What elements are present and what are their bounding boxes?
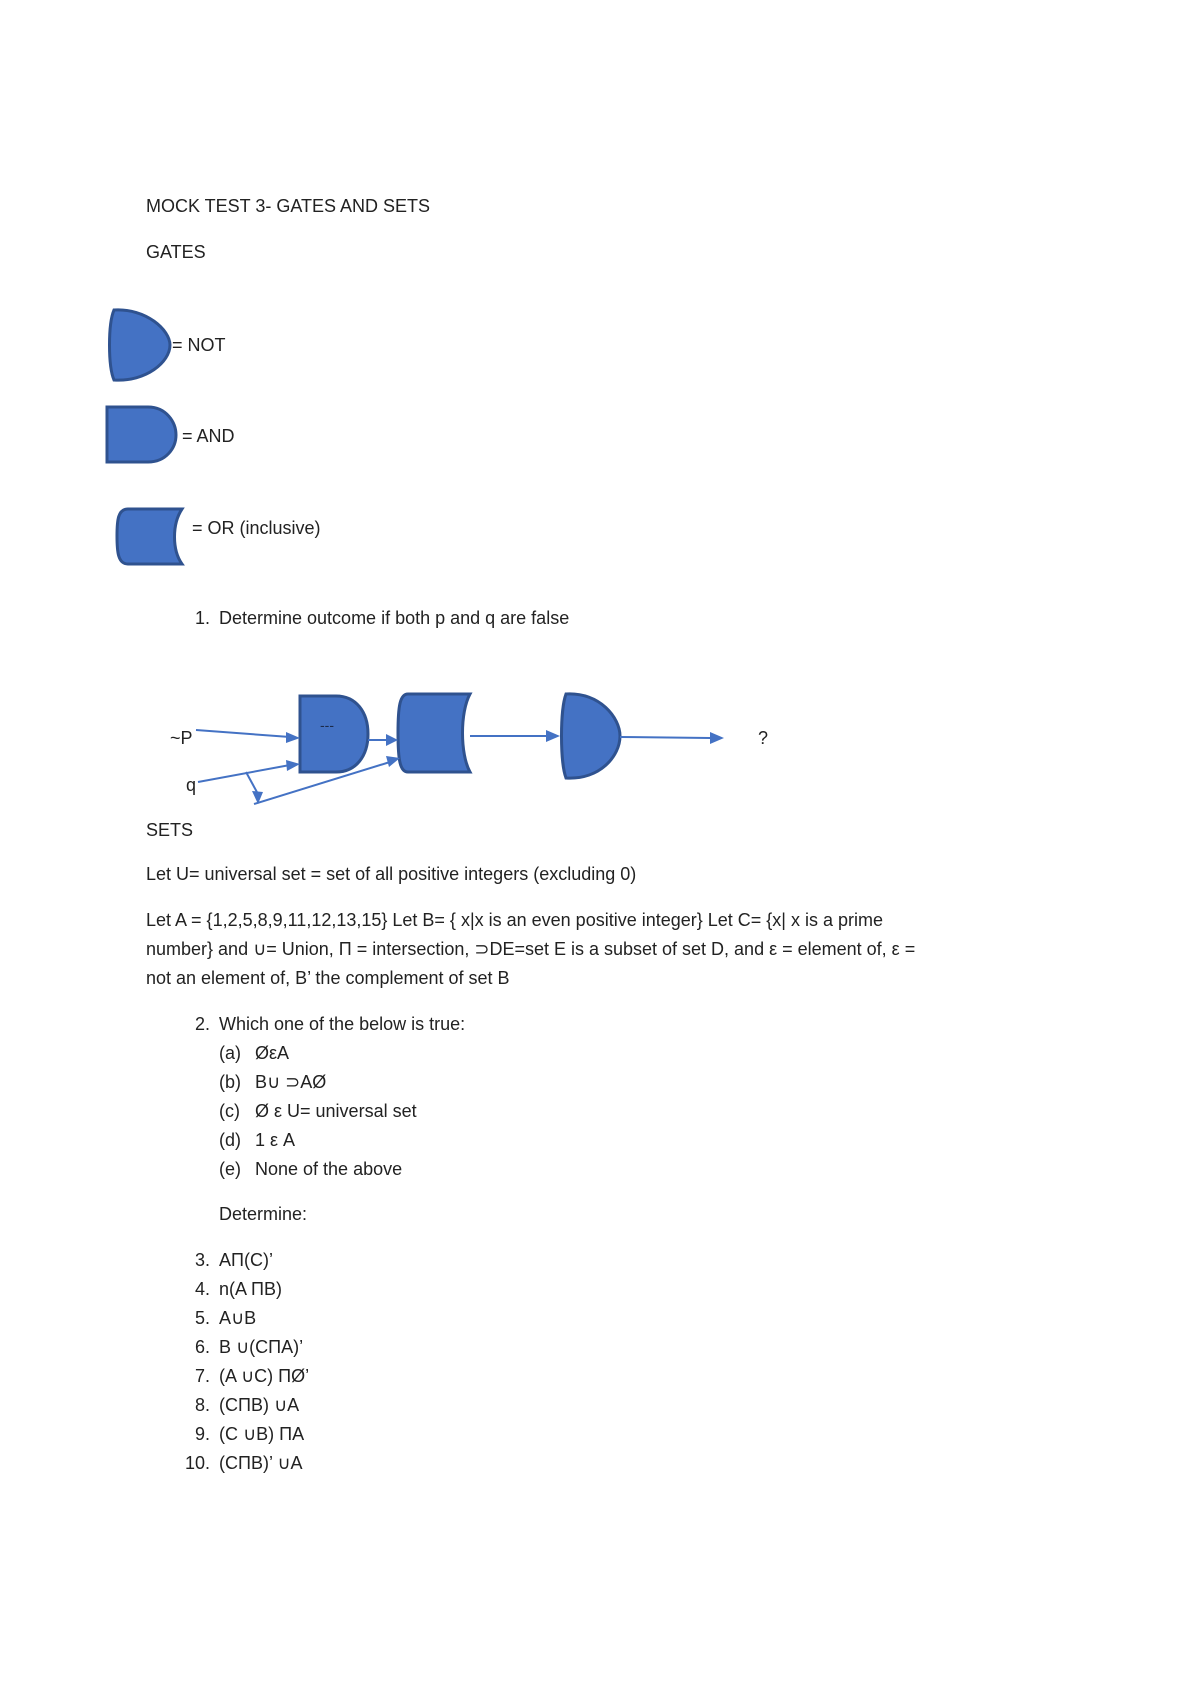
question-text: A∪B xyxy=(219,1308,257,1328)
p-wire xyxy=(196,730,290,737)
question-text: (CΠB) ∪A xyxy=(219,1395,300,1415)
question-number: 2. xyxy=(194,1014,210,1034)
determine-heading: Determine: xyxy=(219,1204,308,1224)
question-number: 5. xyxy=(194,1308,210,1328)
page-title: MOCK TEST 3- GATES AND SETS xyxy=(146,196,431,216)
option-label: (c) xyxy=(219,1101,240,1121)
question-text: Which one of the below is true: xyxy=(219,1014,466,1034)
definitions-line-2: number} and ∪= Union, Π = intersection, ⊃DE=set E is a subset of set D, and ε = element of, ε = xyxy=(146,939,916,959)
question-text: B ∪(CΠA)’ xyxy=(219,1337,304,1357)
and-or-arrow-head xyxy=(386,734,398,746)
legend-and-label: = AND xyxy=(182,426,235,446)
q-arrow-head xyxy=(286,760,300,771)
option-label: (b) xyxy=(219,1072,241,1092)
option-b xyxy=(219,1072,327,1093)
question-number: 6. xyxy=(194,1337,210,1357)
output-arrow-head xyxy=(710,732,724,744)
circuit-not-gate xyxy=(562,694,621,778)
p-input-label: ~P xyxy=(170,728,193,748)
question-number: 10. xyxy=(184,1453,210,1473)
output-wire xyxy=(620,737,710,738)
option-c xyxy=(219,1101,417,1122)
option-label: (a) xyxy=(219,1043,241,1063)
option-label: (e) xyxy=(219,1159,241,1179)
option-text: ØεA xyxy=(255,1043,290,1063)
p-arrow-head xyxy=(286,732,300,743)
logic-circuit xyxy=(0,680,800,820)
question-text: n(A ΠB) xyxy=(219,1279,283,1299)
question-number: 3. xyxy=(194,1250,210,1270)
or-not-arrow-head xyxy=(546,730,560,742)
option-text: Ø ε U= universal set xyxy=(255,1101,417,1121)
option-d xyxy=(219,1130,296,1151)
sets-heading: SETS xyxy=(146,820,194,840)
option-a xyxy=(219,1043,290,1064)
question-text: (A ∪C) ΠØ’ xyxy=(219,1366,310,1386)
question-text: (C ∪B) ΠA xyxy=(219,1424,305,1444)
question-number: 4. xyxy=(194,1279,210,1299)
question-number: 9. xyxy=(194,1424,210,1444)
definitions-line-3: not an element of, B’ the complement of set B xyxy=(146,968,510,988)
q-branch-wire xyxy=(246,772,258,794)
question-number: 1. xyxy=(194,608,210,628)
question-text: AΠ(C)’ xyxy=(219,1250,273,1270)
q-input-label: q xyxy=(186,775,197,795)
question-number: 7. xyxy=(194,1366,210,1386)
question-text: Determine outcome if both p and q are false xyxy=(219,608,570,628)
legend-not-label: = NOT xyxy=(172,335,226,355)
legend-or-label: = OR (inclusive) xyxy=(192,518,321,538)
q-wire xyxy=(198,765,290,782)
not-gate-icon xyxy=(106,306,176,384)
circuit-and-gate xyxy=(300,696,368,772)
and-gate-text: --- xyxy=(320,717,334,733)
circuit-or-gate xyxy=(398,694,470,772)
option-text: B∪ ⊃AØ xyxy=(255,1072,327,1092)
circuit-output: ? xyxy=(758,728,769,748)
and-gate-icon xyxy=(104,404,180,466)
universal-set-definition: Let U= universal set = set of all positive integers (excluding 0) xyxy=(146,864,637,884)
or-gate-icon xyxy=(114,506,186,568)
option-text: None of the above xyxy=(255,1159,403,1179)
gates-heading: GATES xyxy=(146,242,206,262)
question-text: (CΠB)’ ∪A xyxy=(219,1453,303,1473)
option-e xyxy=(219,1159,403,1180)
question-number: 8. xyxy=(194,1395,210,1415)
definitions-line-1: Let A = {1,2,5,8,9,11,12,13,15} Let B= { x|x is an even positive integer} Let C= {x| x is a prime xyxy=(146,910,884,930)
option-text: 1 ε A xyxy=(255,1130,296,1150)
option-label: (d) xyxy=(219,1130,241,1150)
